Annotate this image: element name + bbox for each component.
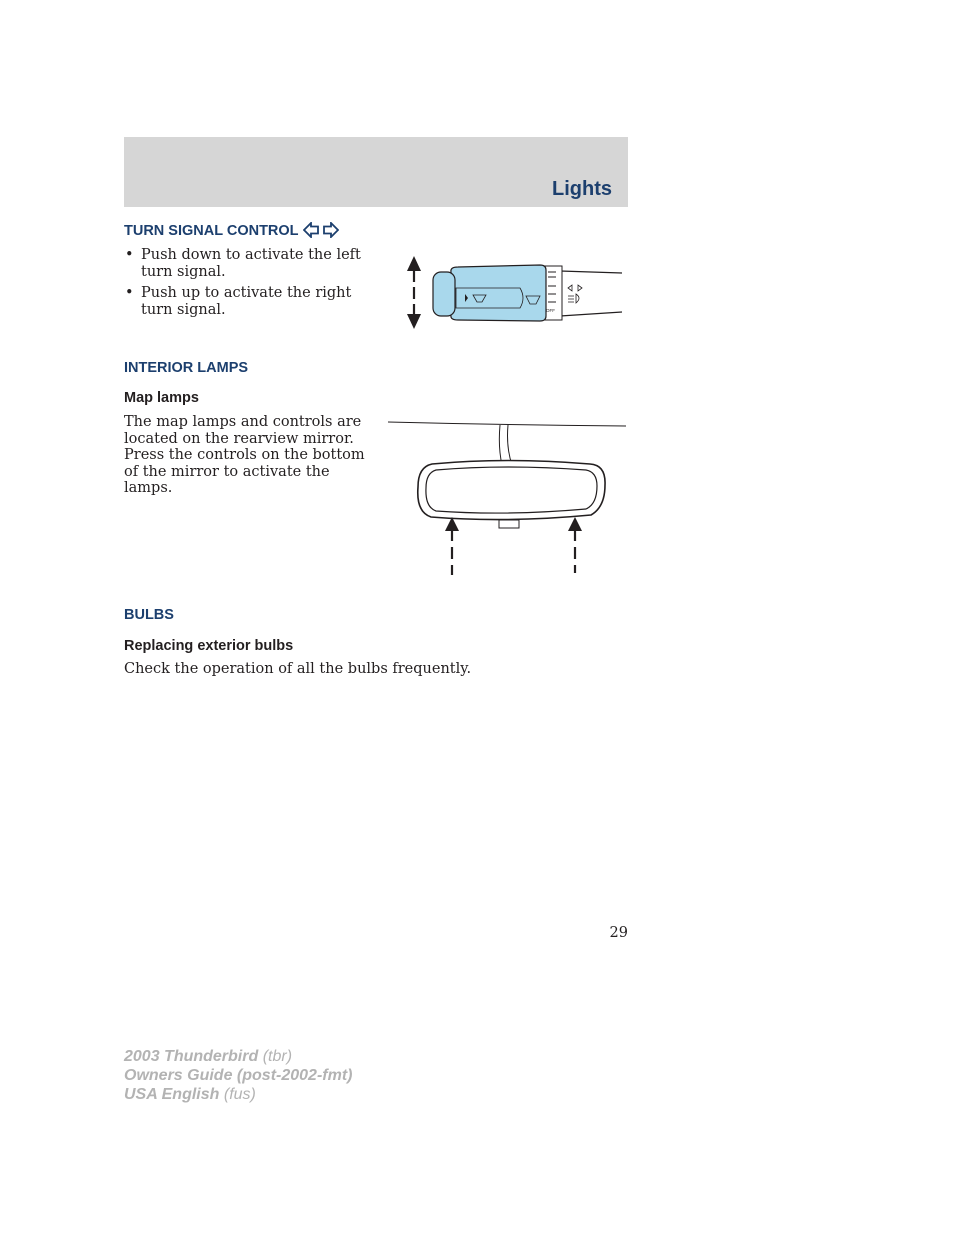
header-band xyxy=(124,137,628,207)
rearview-mirror-illustration xyxy=(386,417,628,577)
up-arrow-icon xyxy=(568,517,582,573)
list-item xyxy=(124,285,376,318)
footer-line-1 xyxy=(124,1047,352,1066)
bullet-dot: • xyxy=(125,247,134,263)
footer-line-2 xyxy=(124,1066,352,1085)
bullet-text: Push up to activate the right turn signal. xyxy=(141,285,352,318)
up-down-arrow-icon xyxy=(407,256,421,329)
footer-language-code: (fus) xyxy=(223,1086,256,1103)
stalk-lever xyxy=(433,265,622,321)
turn-signal-heading-text: TURN SIGNAL CONTROL xyxy=(124,223,299,239)
stalk-off-label: OFF xyxy=(546,308,555,313)
replacing-bulbs-subheading: Replacing exterior bulbs xyxy=(124,638,294,654)
footer-model: 2003 Thunderbird xyxy=(124,1048,259,1065)
footer-line-3 xyxy=(124,1085,352,1104)
bulbs-heading: BULBS xyxy=(124,607,174,623)
bullet-text: Push down to activate the left turn signal. xyxy=(141,247,361,280)
up-arrow-icon xyxy=(445,517,459,575)
footer-language: USA English xyxy=(124,1086,220,1103)
bulbs-paragraph: Check the operation of all the bulbs frequently. xyxy=(124,661,472,677)
page-number: 29 xyxy=(609,925,628,941)
turn-signal-bullets xyxy=(124,247,376,323)
turn-signal-stalk-illustration xyxy=(398,252,626,334)
turn-signal-heading xyxy=(124,222,339,242)
turn-signal-arrows-icon xyxy=(303,222,339,242)
bullet-dot: • xyxy=(125,285,134,301)
footer xyxy=(124,1047,352,1104)
map-lamps-paragraph: The map lamps and controls are located on the rearview mirror. Press the controls on the bottom of the mirror to activate the lamps. xyxy=(124,414,365,496)
footer-guide: Owners Guide (post-2002-fmt) xyxy=(124,1067,353,1084)
interior-lamps-heading: INTERIOR LAMPS xyxy=(124,360,249,376)
map-lamps-subheading: Map lamps xyxy=(124,390,199,406)
page-title: Lights xyxy=(552,178,612,200)
footer-model-code: (tbr) xyxy=(262,1048,293,1065)
list-item xyxy=(124,247,376,280)
